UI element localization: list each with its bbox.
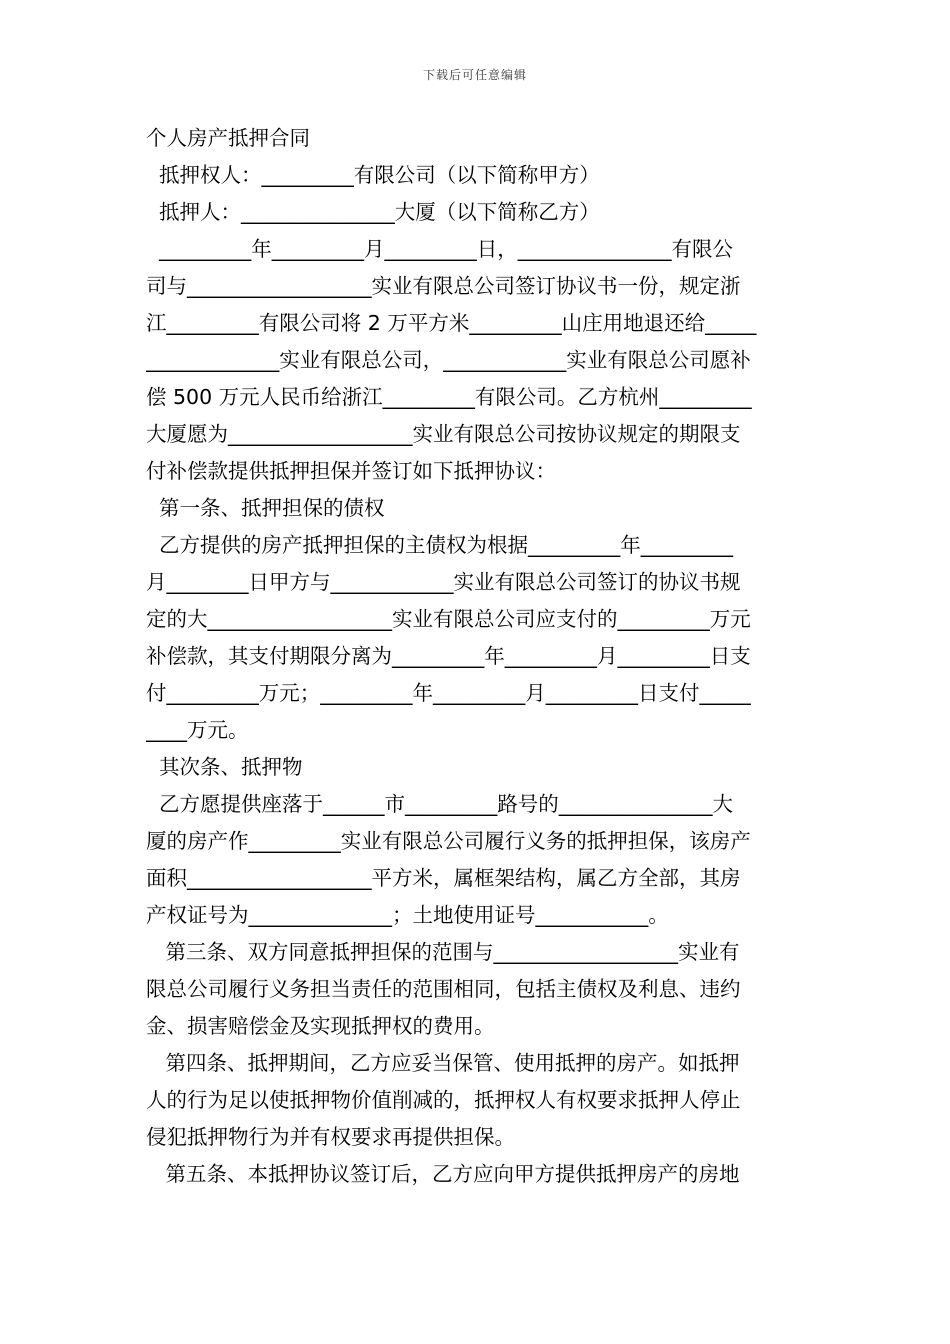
text-line: 乙方提供的房产抵押担保的主债权为根据_________年_________ <box>146 533 734 557</box>
article-heading: 其次条、抵押物 <box>146 755 303 779</box>
document-title: 个人房产抵押合同 <box>146 126 310 150</box>
text-line: 产权证号为______________；土地使用证号___________。 <box>146 903 669 927</box>
text-line: 付补偿款提供抵押担保并签订如下抵押协议： <box>146 459 556 483</box>
text-line: 补偿款，其支付期限分离为_________年_________月_________日支 <box>146 644 751 668</box>
text-line: 付_________万元；_________年_________月_________日支付_____ <box>146 681 751 705</box>
text-line: 第五条、本抵押协议签订后，乙方应向甲方提供抵押房产的房地 <box>146 1162 740 1186</box>
mortgagor-line: 抵押人：_______________大厦（以下简称乙方） <box>146 200 600 224</box>
text-line: 定的大__________________实业有限总公司应支付的_________万元 <box>146 607 751 631</box>
text-line: 第三条、双方同意抵押担保的范围与__________________实业有 <box>146 940 740 964</box>
text-line: _________年_________月_________日，_______________有限公 <box>146 237 734 261</box>
mortgagee-line: 抵押权人：_________有限公司（以下简称甲方） <box>146 163 600 187</box>
text-line: 人的行为足以使抵押物价值削减的，抵押权人有权要求抵押人停止 <box>146 1088 741 1112</box>
text-line: 乙方愿提供座落于______市_________路号的_______________大 <box>146 792 734 816</box>
text-line: ____万元。 <box>146 718 249 742</box>
download-note: 下载后可任意编辑 <box>422 68 527 82</box>
text-line: 月________日甲方与____________实业有限总公司签订的协议书规 <box>146 570 741 594</box>
text-line: 限总公司履行义务担当责任的范围相同，包括主债权及利息、违约 <box>146 977 741 1001</box>
text-line: 大厦愿为__________________实业有限总公司按协议规定的期限支 <box>146 422 741 446</box>
text-line: _____________实业有限总公司，____________实业有限总公司愿补 <box>146 348 751 372</box>
text-line: 司与__________________实业有限总公司签订协议书一份，规定浙 <box>146 274 741 298</box>
text-line: 江_________有限公司将 2 万平方米_________山庄用地退还给_____ <box>146 311 757 335</box>
text-line: 金、损害赔偿金及实现抵押权的费用。 <box>146 1014 495 1038</box>
contract-body <box>146 120 810 1193</box>
text-line: 偿 500 万元人民币给浙江_________有限公司。乙方杭州_________ <box>146 385 752 409</box>
text-line: 厦的房产作_________实业有限总公司履行义务的抵押担保，该房产 <box>146 829 751 853</box>
text-line: 侵犯抵押物行为并有权要求再提供担保。 <box>146 1125 515 1149</box>
text-line: 面积__________________平方米，属框架结构，属乙方全部，其房 <box>146 866 741 890</box>
article-heading: 第一条、抵押担保的债权 <box>146 496 385 520</box>
text-line: 第四条、抵押期间，乙方应妥当保管、使用抵押的房产。如抵押 <box>146 1051 740 1075</box>
